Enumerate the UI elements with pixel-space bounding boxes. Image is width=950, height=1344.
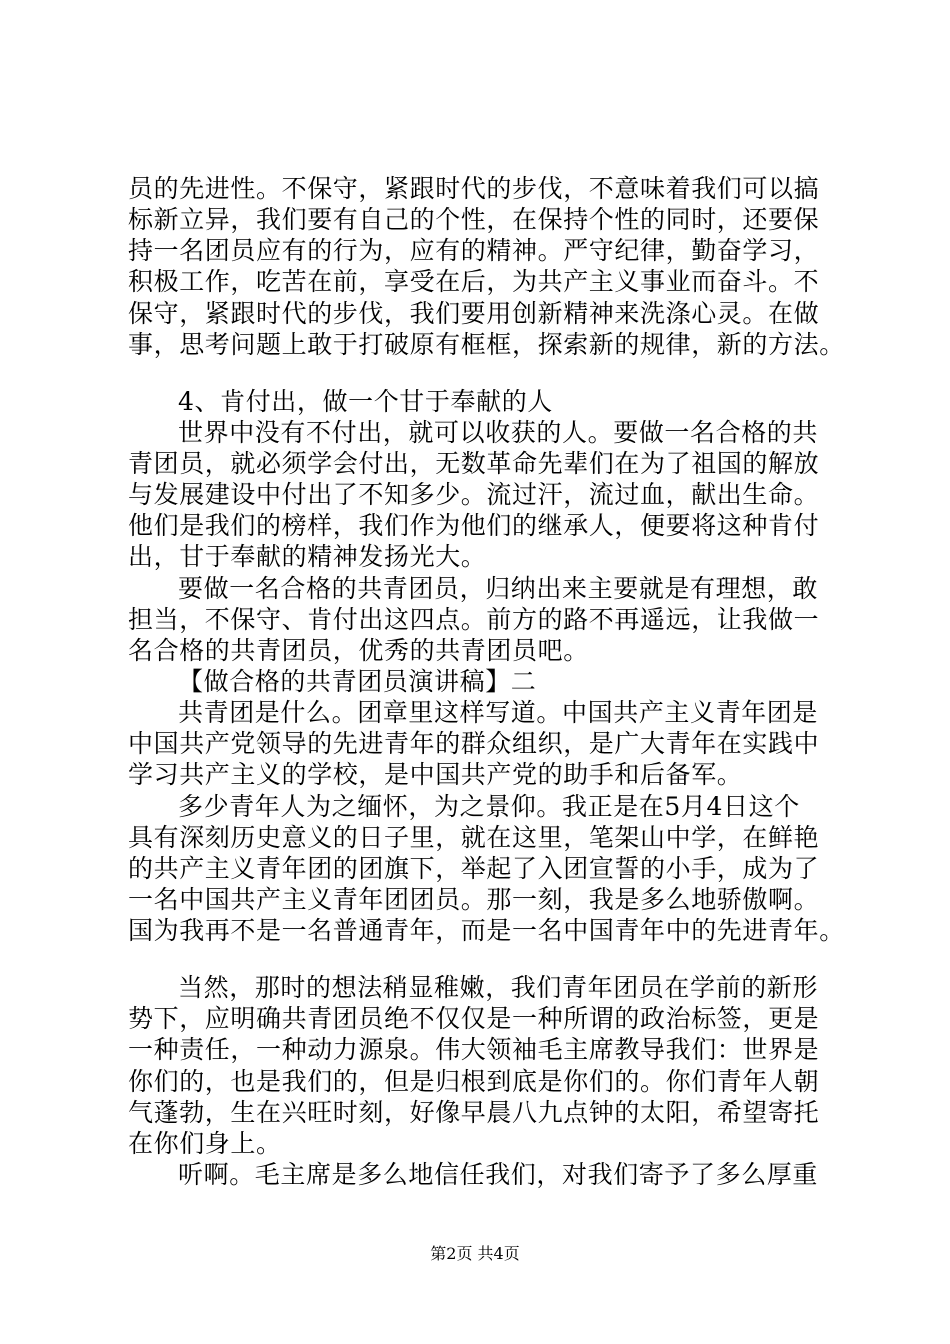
text-line: 青团员，就必须学会付出，无数革命先辈们在为了祖国的解放	[128, 449, 820, 478]
text-line: 标新立异，我们要有自己的个性，在保持个性的同时，还要保	[128, 205, 820, 234]
text-line: 员的先进性。不保守，紧跟时代的步伐，不意味着我们可以搞	[128, 174, 820, 203]
text-line: 听啊。毛主席是多么地信任我们，对我们寄予了多么厚重	[178, 1160, 819, 1189]
page-footer: 第2页 共4页	[430, 1244, 520, 1263]
text-line: 的共产主义青年团的团旗下，举起了入团宣誓的小手，成为了	[128, 854, 820, 883]
text-line: 共青团是什么。团章里这样写道。中国共产主义青年团是	[178, 698, 819, 727]
text-line: 保守，紧跟时代的步伐，我们要用创新精神来洗涤心灵。在做	[128, 299, 820, 328]
text-line: 一名中国共产主义青年团团员。那一刻，我是多么地骄傲啊。	[128, 885, 820, 914]
section-heading: 4、肯付出，做一个甘于奉献的人	[178, 387, 553, 416]
text-line: 在你们身上。	[128, 1129, 282, 1158]
text-line: 担当，不保守、肯付出这四点。前方的路不再遥远，让我做一	[128, 605, 820, 634]
section-heading: 【做合格的共青团员演讲稿】二	[178, 667, 537, 696]
text-line: 气蓬勃，生在兴旺时刻，好像早晨八九点钟的太阳，希望寄托	[128, 1098, 820, 1127]
text-line: 要做一名合格的共青团员，归纳出来主要就是有理想，敢	[178, 574, 819, 603]
text-line: 势下，应明确共青团员绝不仅仅是一种所谓的政治标签，更是	[128, 1004, 820, 1033]
text-line: 积极工作，吃苦在前，享受在后，为共产主义事业而奋斗。不	[128, 267, 820, 296]
text-line: 中国共产党领导的先进青年的群众组织，是广大青年在实践中	[128, 729, 820, 758]
text-line: 一种责任，一种动力源泉。伟大领袖毛主席教导我们：世界是	[128, 1035, 820, 1064]
text-line: 名合格的共青团员，优秀的共青团员吧。	[128, 636, 589, 665]
text-line: 国为我再不是一名普通青年，而是一名中国青年中的先进青年。	[128, 916, 845, 945]
text-line: 他们是我们的榜样，我们作为他们的继承人，便要将这种肯付	[128, 511, 820, 540]
text-line: 事，思考问题上敢于打破原有框框，探索新的规律，新的方法。	[128, 330, 845, 359]
text-line: 具有深刻历史意义的日子里，就在这里，笔架山中学，在鲜艳	[128, 823, 820, 852]
text-line: 学习共产主义的学校，是中国共产党的助手和后备军。	[128, 760, 743, 789]
text-line: 世界中没有不付出，就可以收获的人。要做一名合格的共	[178, 418, 819, 447]
text-line: 与发展建设中付出了不知多少。流过汗，流过血，献出生命。	[128, 480, 820, 509]
text-line: 你们的，也是我们的，但是归根到底是你们的。你们青年人朝	[128, 1067, 820, 1096]
text-line: 多少青年人为之缅怀，为之景仰。我正是在5月4日这个	[178, 792, 800, 821]
text-line: 持一名团员应有的行为，应有的精神。严守纪律，勤奋学习，	[128, 236, 820, 265]
text-line: 出，甘于奉献的精神发扬光大。	[128, 542, 487, 571]
text-line: 当然，那时的想法稍显稚嫩，我们青年团员在学前的新形	[178, 973, 819, 1002]
